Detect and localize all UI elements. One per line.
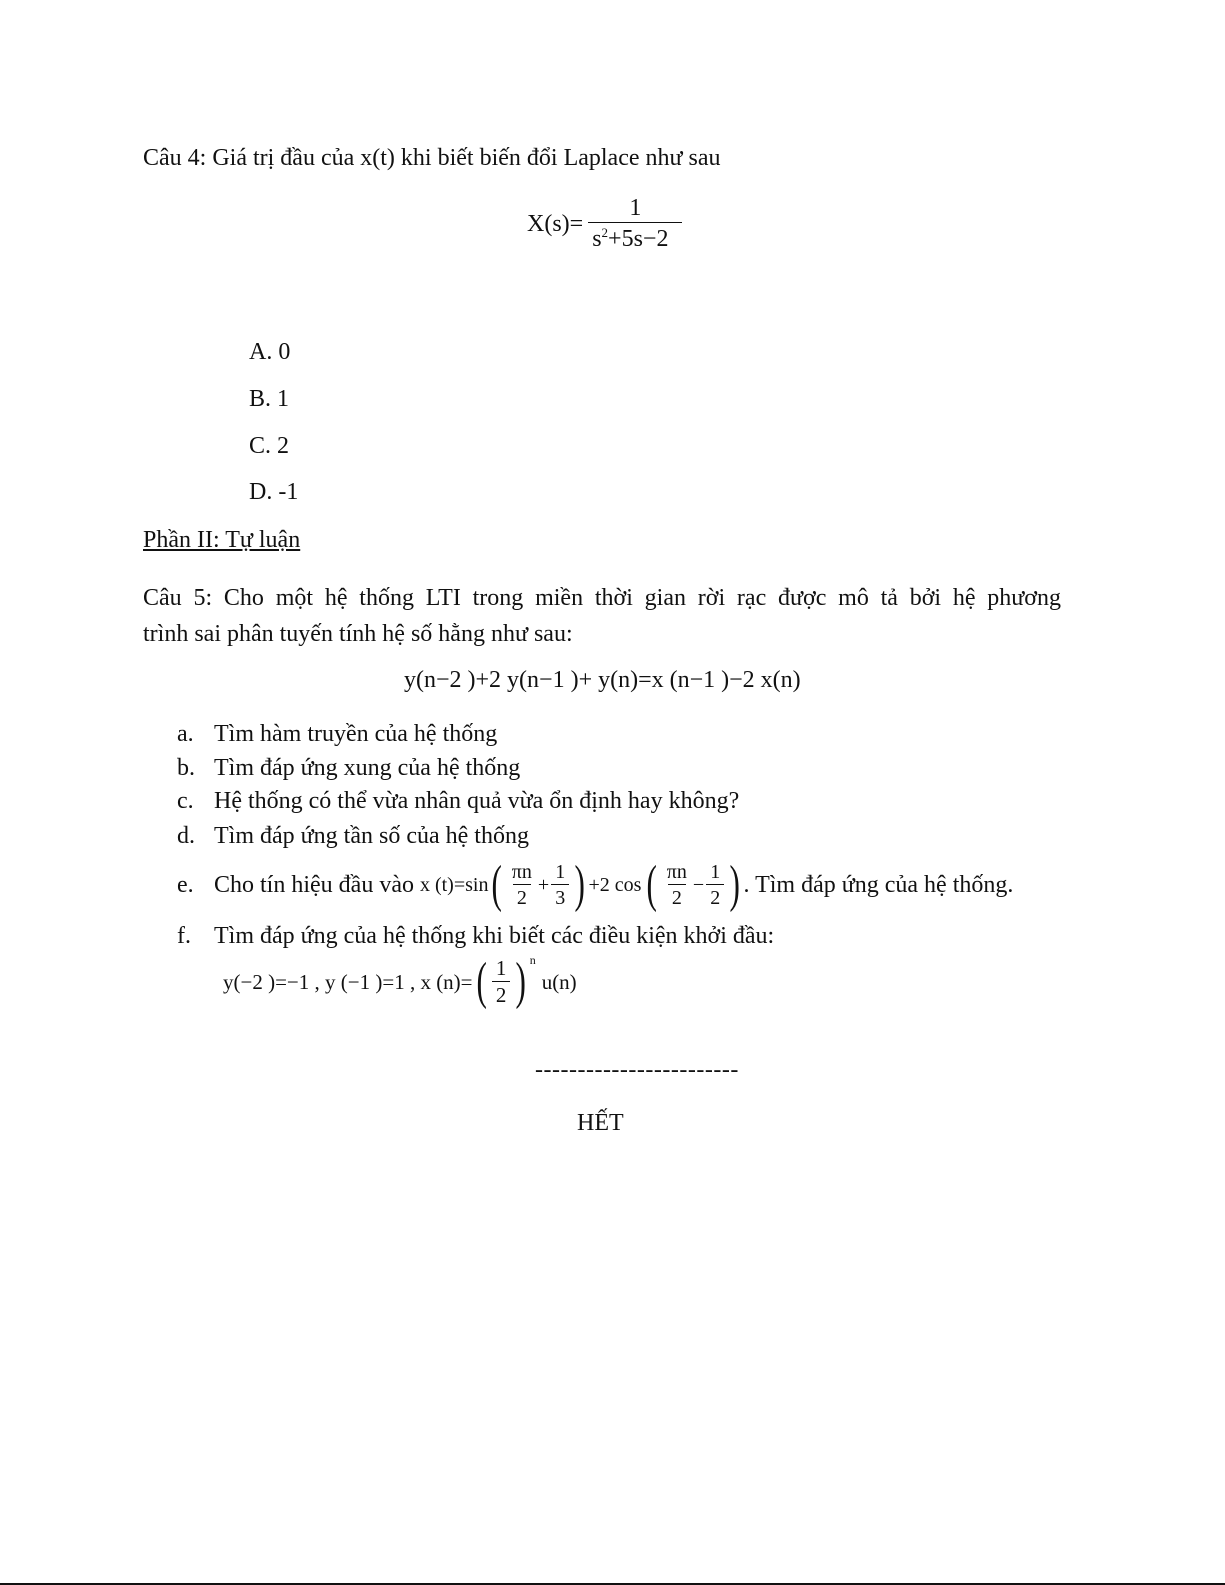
list-item: d. Tìm đáp ứng tần số của hệ thống [177,823,529,849]
list-item: c. Hệ thống có thể vừa nhân quả vừa ổn định hay không? [177,788,740,814]
close-paren: ) [729,856,741,914]
laplace-formula [527,196,684,251]
option-d: D. -1 [249,479,299,505]
formula-denominator: $s^2+5s-2$ [588,222,682,251]
list-item: a. Tìm hàm truyền của hệ thống [177,721,498,747]
fraction-pi-n-2: $\frac{\pi n}{2}$ [666,861,687,909]
option-b: B. 1 [249,386,290,412]
fraction-1-2: $\frac{1}{2}$ [492,958,511,1006]
difference-equation: y(n−2 )+2 y(n−1 )+ y(n)=x (n−1 )−2 x(n) [404,667,801,693]
fraction-1-3: $\frac{1}{3}$ [551,862,569,908]
question-4-text: Câu 4: Giá trị đầu của x(t) khi biết biến đổi Laplace như sau [143,145,721,171]
end-marker: HẾT [577,1110,624,1136]
input-signal-lhs: x (t)=sin [419,874,489,896]
option-a: A. 0 [249,339,291,365]
question-5-text [143,580,1061,652]
formula-fraction [588,196,682,251]
list-item-e: e. Cho tín hiệu đầu vào x (t)=sin ( $\frac{\pi n}{2}$ + $\frac{1}{3}$ ) +2 cos ( $\frac{\pi n}{2}$ − $\frac{1}{2}$ ) . Tìm đáp ứng của hệ thống. [177,856,1014,914]
question-5-line-1: Câu 5: Cho một hệ thống LTI trong miền thời gian rời rạc được mô tả bởi hệ phương [143,585,1061,611]
open-paren: ( [646,856,658,914]
fraction-pi-n-2: $\frac{\pi n}{2}$ [511,861,532,909]
formula-lhs: X(s)= [527,210,584,237]
fraction-1-2: $\frac{1}{2}$ [706,862,724,908]
separator-dashes: ------------------------ [535,1057,739,1083]
question-5-line-2: trình sai phân tuyến tính hệ số hằng như sau: [143,621,573,647]
list-item: b. Tìm đáp ứng xung của hệ thống [177,755,521,781]
part-2-heading: Phần II: Tự luận [143,527,301,553]
open-paren: ( [491,856,503,914]
formula-numerator: 1 [629,195,642,221]
close-paren: ) [515,953,527,1011]
initial-conditions: y(−2 )=−1 , y (−1 )=1 , x (n)= ( $\frac{1}{2}$ ) $^n$ u(n) [223,953,577,1011]
option-c: C. 2 [249,433,290,459]
close-paren: ) [574,856,586,914]
list-item-f: f. Tìm đáp ứng của hệ thống khi biết các điều kiện khởi đầu: [177,923,775,949]
open-paren: ( [475,953,487,1011]
